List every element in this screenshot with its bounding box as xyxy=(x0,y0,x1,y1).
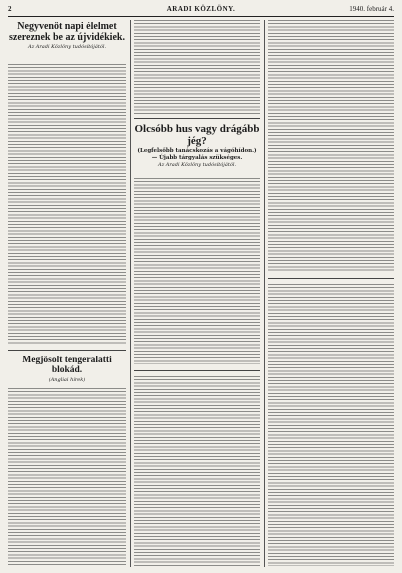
article-2-heading xyxy=(8,356,126,386)
article-2-subtitle: (Angliai hírek) xyxy=(48,376,86,383)
column-2 xyxy=(134,20,260,567)
page-header xyxy=(8,4,394,17)
article-2-headline: Megjösolt tengeralatti blokád. xyxy=(22,356,112,375)
article-divider xyxy=(268,278,394,279)
article-2-text-lines xyxy=(8,388,126,567)
article-1-body xyxy=(8,64,126,344)
article-3-continued-lines xyxy=(268,20,394,272)
article-3-heading xyxy=(134,124,260,176)
issue-date: 1940. február 4. xyxy=(349,5,394,13)
column-3 xyxy=(268,20,394,567)
article-divider xyxy=(134,118,260,119)
article-3-text-lines xyxy=(134,178,260,364)
article-1-text-lines xyxy=(8,64,126,344)
article-2-body xyxy=(8,388,126,567)
article-divider xyxy=(8,350,126,351)
article-1-continued xyxy=(134,20,260,114)
article-1-heading xyxy=(8,22,126,62)
article-4-body xyxy=(268,284,394,566)
article-divider xyxy=(134,370,260,371)
masthead: ARADI KÖZLÖNY. xyxy=(166,5,236,13)
article-1-byline: Az Aradi Közlöny tudósítójától. xyxy=(27,44,107,50)
column-rule xyxy=(264,20,265,567)
article-3-subtitle: (Legfelsőbb tanácskozás a vágóhídon.) — Újabb tárgyalás szükséges. xyxy=(137,148,257,161)
article-3-headline: Olcsóbb hus vagy drágább jég? xyxy=(134,124,260,147)
article-3-byline: Az Aradi Közlöny tudósítójától. xyxy=(157,162,237,169)
article-4-text-lines xyxy=(268,284,394,566)
article-1-headline: Negyvenöt napi élelmet szereznek be az újvidékiek. xyxy=(9,22,125,43)
article-2-continued xyxy=(134,376,260,566)
article-3-body xyxy=(134,178,260,364)
page-number: 2 xyxy=(8,5,12,13)
column-rule xyxy=(130,20,131,567)
article-1-continued-lines xyxy=(134,20,260,114)
article-3-continued xyxy=(268,20,394,272)
article-2-continued-lines xyxy=(134,376,260,566)
